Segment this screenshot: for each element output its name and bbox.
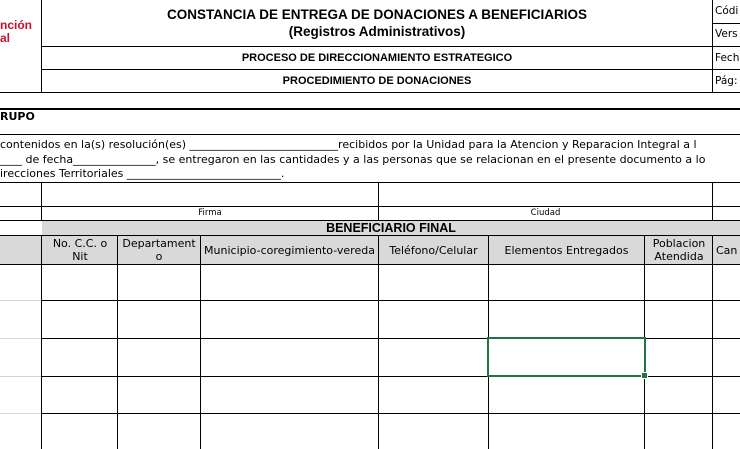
group-label: RUPO xyxy=(0,110,35,123)
col-header-elementos: Elementos Entregados xyxy=(504,243,629,257)
col-header-poblacion: Poblacion Atendida xyxy=(652,237,706,263)
firma-label: Firma xyxy=(198,208,222,218)
col-header-cantidad: Can xyxy=(716,244,738,257)
paragraph-line-1: contenidos en la(s) resolución(es) ___________________________recibidos por la Unidad para la Atencion y Reparacion Integral a l xyxy=(0,138,697,151)
section-title-beneficiario-final: BENEFICIARIO FINAL xyxy=(42,221,740,235)
meta-date-label: Fech xyxy=(715,52,740,64)
table-cell[interactable] xyxy=(42,265,117,300)
logo xyxy=(0,19,32,45)
ciudad-label: Ciudad xyxy=(530,208,561,218)
selected-cell[interactable] xyxy=(487,337,646,377)
logo-line-1: nción xyxy=(0,18,32,32)
col-header-departamento: Departamento xyxy=(122,237,196,263)
meta-code-label: Códi xyxy=(715,5,739,17)
col-header-telefono: Teléfono/Celular xyxy=(389,243,478,257)
paragraph-line-2: ____ de fecha_______________, se entregaron en las cantidades y a las personas que se relacionan en el presente documento a lo xyxy=(0,153,706,166)
title-line-2: (Registros Administrativos) xyxy=(288,24,466,39)
title-line-1: CONSTANCIA DE ENTREGA DE DONACIONES A BENEFICIARIOS xyxy=(166,7,588,22)
document-title xyxy=(42,4,712,42)
table-cell[interactable] xyxy=(489,265,644,300)
paragraph-line-3: irecciones Territoriales ____________________________. xyxy=(0,167,285,180)
col-header-cc-nit: No. C.C. o Nit xyxy=(52,237,108,263)
logo-line-2: al xyxy=(0,31,11,45)
col-header-municipio: Municipio-coregimiento-vereda xyxy=(204,243,375,257)
procedure-name: PROCEDIMIENTO DE DONACIONES xyxy=(282,75,472,87)
fill-handle[interactable] xyxy=(641,372,648,379)
meta-page-label: Pág: xyxy=(715,75,738,87)
process-name: PROCESO DE DIRECCIONAMIENTO ESTRATEGICO xyxy=(241,52,513,64)
meta-version-label: Vers xyxy=(715,28,738,40)
